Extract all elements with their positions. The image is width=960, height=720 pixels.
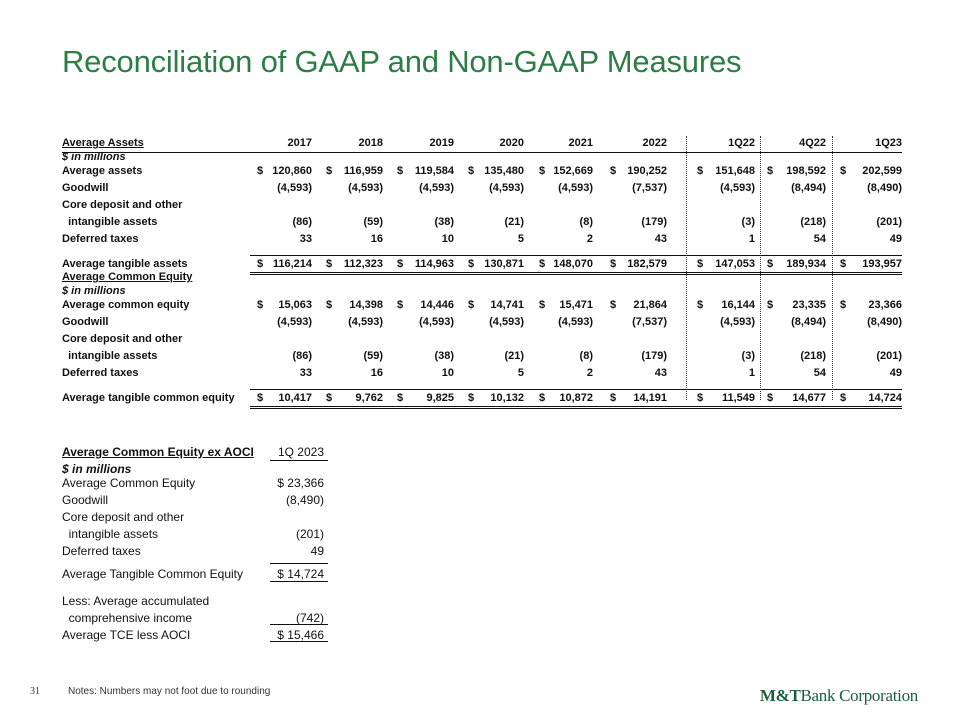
table-cell: 14,724 — [868, 392, 902, 404]
dollar-sign: $ — [610, 258, 617, 270]
table-cell: 5 — [517, 367, 524, 379]
table-cell: (86) — [292, 216, 312, 228]
row-label: Core deposit and other — [62, 333, 183, 345]
row-label: intangible assets — [62, 216, 158, 228]
table-cell: 23,366 — [868, 299, 902, 311]
dollar-sign: $ — [257, 299, 264, 311]
column-header: 2021 — [568, 137, 593, 149]
table-cell: 151,648 — [715, 165, 755, 177]
table-cell: (4,593) — [489, 316, 524, 328]
aoci-row — [0, 609, 960, 627]
table-cell: 14,191 — [633, 392, 667, 404]
dollar-sign: $ — [610, 299, 617, 311]
table-cell: 147,053 — [715, 258, 755, 270]
table-cell: 112,323 — [343, 258, 383, 270]
dollar-sign: $ — [697, 392, 704, 404]
table-cell: 148,070 — [553, 258, 593, 270]
table-cell: (8) — [579, 350, 593, 362]
table-cell: 10 — [441, 233, 454, 245]
aoci-row — [0, 542, 960, 560]
table-cell: (21) — [504, 216, 524, 228]
aoci-column-header: 1Q 2023 — [277, 445, 324, 459]
table-cell: 14,741 — [490, 299, 524, 311]
table-cell: (8,490) — [867, 316, 902, 328]
table-cell: 2 — [586, 233, 593, 245]
table-cell: 114,963 — [414, 258, 454, 270]
table-cell: 190,252 — [627, 165, 667, 177]
table-cell: 16,144 — [721, 299, 755, 311]
table-cell: 15,063 — [278, 299, 312, 311]
row-label: Deferred taxes — [62, 233, 139, 245]
aoci-row-value: 49 — [310, 544, 324, 558]
aoci-units: $ in millions — [62, 462, 132, 476]
table-cell: (3) — [741, 350, 755, 362]
table-cell: 16 — [370, 367, 383, 379]
rule — [270, 624, 328, 625]
footnote: Notes: Numbers may not foot due to rounding — [68, 686, 271, 697]
dollar-sign: $ — [257, 258, 264, 270]
dollar-sign: $ — [326, 299, 333, 311]
dollar-sign: $ — [539, 165, 546, 177]
table-cell: 33 — [299, 367, 312, 379]
table-cell: (179) — [641, 216, 667, 228]
logo-bold-text: M&T — [759, 686, 801, 705]
table-cell: (4,593) — [720, 316, 755, 328]
table-cell: (218) — [800, 350, 826, 362]
table-cell: (8,490) — [867, 182, 902, 194]
aoci-row — [0, 592, 960, 610]
dollar-sign: $ — [539, 258, 546, 270]
table-cell: (86) — [292, 350, 312, 362]
column-header: 2019 — [429, 137, 454, 149]
aoci-row-label: Deferred taxes — [62, 544, 141, 558]
row-label: Average assets — [62, 165, 143, 177]
table-cell: 23,335 — [792, 299, 826, 311]
rule — [270, 581, 328, 582]
table-cell: (8,494) — [791, 182, 826, 194]
table-cell: 33 — [299, 233, 312, 245]
table-cell: 9,762 — [355, 392, 383, 404]
table-cell: (38) — [434, 216, 454, 228]
equity-units: $ in millions — [62, 285, 126, 297]
aoci-row — [0, 491, 960, 509]
aoci-row-value: $ 23,366 — [277, 476, 324, 490]
table-cell: (201) — [876, 350, 902, 362]
rule — [270, 641, 328, 642]
table-cell: 2 — [586, 367, 593, 379]
table-cell: 14,398 — [349, 299, 383, 311]
table-cell: 5 — [517, 233, 524, 245]
dollar-sign: $ — [697, 258, 704, 270]
table-cell: (218) — [800, 216, 826, 228]
logo-rest-text: Bank Corporation — [800, 686, 918, 705]
dollar-sign: $ — [397, 392, 404, 404]
aoci-row — [0, 626, 960, 644]
table-cell: (7,537) — [632, 316, 667, 328]
table-cell: (4,593) — [558, 316, 593, 328]
dollar-sign: $ — [539, 392, 546, 404]
row-label: Goodwill — [62, 316, 109, 328]
aoci-row-label: Average Tangible Common Equity — [62, 567, 243, 581]
table-cell: (4,593) — [419, 316, 454, 328]
table-cell: 43 — [654, 233, 667, 245]
table-cell: 11,549 — [721, 392, 755, 404]
row-label: Core deposit and other — [62, 199, 183, 211]
table-cell: 119,584 — [414, 165, 454, 177]
table-cell: (8,494) — [791, 316, 826, 328]
table-cell: 182,579 — [627, 258, 667, 270]
table-cell: 135,480 — [484, 165, 524, 177]
page-title: Reconciliation of GAAP and Non-GAAP Measures — [62, 44, 742, 79]
aoci-section-header: Average Common Equity ex AOCI — [62, 445, 254, 459]
row-label: Average tangible assets — [62, 258, 188, 270]
table-cell: 16 — [370, 233, 383, 245]
table-cell: (201) — [876, 216, 902, 228]
table-cell: 10,417 — [278, 392, 312, 404]
rule — [270, 563, 328, 564]
company-logo — [760, 686, 918, 706]
table-cell: (4,593) — [277, 316, 312, 328]
table-cell: (59) — [363, 216, 383, 228]
table-cell: (4,593) — [558, 182, 593, 194]
table-cell: (3) — [741, 216, 755, 228]
dollar-sign: $ — [468, 165, 475, 177]
dollar-sign: $ — [397, 165, 404, 177]
dollar-sign: $ — [326, 258, 333, 270]
table-cell: (179) — [641, 350, 667, 362]
aoci-row-label: intangible assets — [62, 527, 159, 541]
table-cell: 1 — [748, 367, 755, 379]
dollar-sign: $ — [610, 392, 617, 404]
dollar-sign: $ — [257, 165, 264, 177]
table-cell: 193,957 — [862, 258, 902, 270]
column-header: 4Q22 — [799, 137, 826, 149]
row-label: intangible assets — [62, 350, 158, 362]
table-cell: 14,446 — [420, 299, 454, 311]
dollar-sign: $ — [326, 165, 333, 177]
table-cell: 189,934 — [786, 258, 826, 270]
table-cell: 116,959 — [343, 165, 383, 177]
table-cell: 152,669 — [553, 165, 593, 177]
aoci-row-value: $ 15,466 — [277, 628, 324, 642]
dollar-sign: $ — [767, 299, 774, 311]
table-cell: (4,593) — [720, 182, 755, 194]
aoci-row-label: Less: Average accumulated — [62, 594, 210, 608]
assets-units: $ in millions — [62, 151, 126, 163]
dollar-sign: $ — [397, 299, 404, 311]
dollar-sign: $ — [468, 258, 475, 270]
table-cell: (4,593) — [419, 182, 454, 194]
column-header: 2018 — [358, 137, 383, 149]
row-label: Goodwill — [62, 182, 109, 194]
table-cell: 54 — [813, 233, 826, 245]
page-number: 31 — [30, 686, 40, 697]
table-cell: (21) — [504, 350, 524, 362]
dollar-sign: $ — [697, 299, 704, 311]
dollar-sign: $ — [610, 165, 617, 177]
table-cell: 198,592 — [786, 165, 826, 177]
aoci-row — [0, 565, 960, 583]
aoci-row — [0, 508, 960, 526]
table-cell: 49 — [889, 233, 902, 245]
table-cell: (4,593) — [348, 182, 383, 194]
column-header: 2017 — [287, 137, 312, 149]
dollar-sign: $ — [397, 258, 404, 270]
table-cell: (38) — [434, 350, 454, 362]
table-cell: 120,860 — [272, 165, 312, 177]
table-cell: 10 — [441, 367, 454, 379]
table-cell: 130,871 — [484, 258, 524, 270]
aoci-header-row — [0, 443, 960, 461]
row-label: Average common equity — [62, 299, 190, 311]
dollar-sign: $ — [767, 392, 774, 404]
table-cell: 202,599 — [862, 165, 902, 177]
aoci-row-value: (201) — [295, 527, 324, 541]
aoci-row-label: Average Common Equity — [62, 476, 196, 490]
column-header: 1Q23 — [875, 137, 902, 149]
table-cell: (4,593) — [348, 316, 383, 328]
aoci-row-label: Average TCE less AOCI — [62, 628, 191, 642]
dollar-sign: $ — [326, 392, 333, 404]
dollar-sign: $ — [468, 299, 475, 311]
dollar-sign: $ — [767, 165, 774, 177]
dollar-sign: $ — [840, 165, 847, 177]
aoci-row-label: Core deposit and other — [62, 510, 185, 524]
dollar-sign: $ — [697, 165, 704, 177]
table-cell: 10,132 — [490, 392, 524, 404]
table-cell: (4,593) — [277, 182, 312, 194]
table-cell: (4,593) — [489, 182, 524, 194]
dollar-sign: $ — [468, 392, 475, 404]
dollar-sign: $ — [767, 258, 774, 270]
aoci-row-label: comprehensive income — [62, 611, 193, 625]
equity-header: Average Common Equity — [62, 271, 193, 283]
table-cell: 15,471 — [559, 299, 593, 311]
table-cell: 10,872 — [559, 392, 593, 404]
section-header-assets: Average Assets — [62, 137, 144, 149]
table-cell: 9,825 — [426, 392, 454, 404]
dollar-sign: $ — [257, 392, 264, 404]
row-label: Deferred taxes — [62, 367, 139, 379]
column-header: 2020 — [499, 137, 524, 149]
table-cell: 21,864 — [633, 299, 667, 311]
aoci-row-label: Goodwill — [62, 493, 109, 507]
column-header: 2022 — [642, 137, 667, 149]
aoci-row — [0, 525, 960, 543]
dollar-sign: $ — [840, 258, 847, 270]
column-header: 1Q22 — [728, 137, 755, 149]
dollar-sign: $ — [840, 392, 847, 404]
table-cell: 49 — [889, 367, 902, 379]
table-cell: 116,214 — [272, 258, 312, 270]
table-cell: (7,537) — [632, 182, 667, 194]
row-label: Average tangible common equity — [62, 392, 235, 404]
table-cell: 43 — [654, 367, 667, 379]
table-cell: 1 — [748, 233, 755, 245]
table-cell: (8) — [579, 216, 593, 228]
table-cell: 54 — [813, 367, 826, 379]
table-cell: (59) — [363, 350, 383, 362]
aoci-row-value: (742) — [295, 611, 324, 625]
aoci-row-value: $ 14,724 — [277, 567, 324, 581]
aoci-row — [0, 474, 960, 492]
table-cell: 14,677 — [792, 392, 826, 404]
dollar-sign: $ — [539, 299, 546, 311]
dollar-sign: $ — [840, 299, 847, 311]
aoci-row-value: (8,490) — [285, 493, 324, 507]
